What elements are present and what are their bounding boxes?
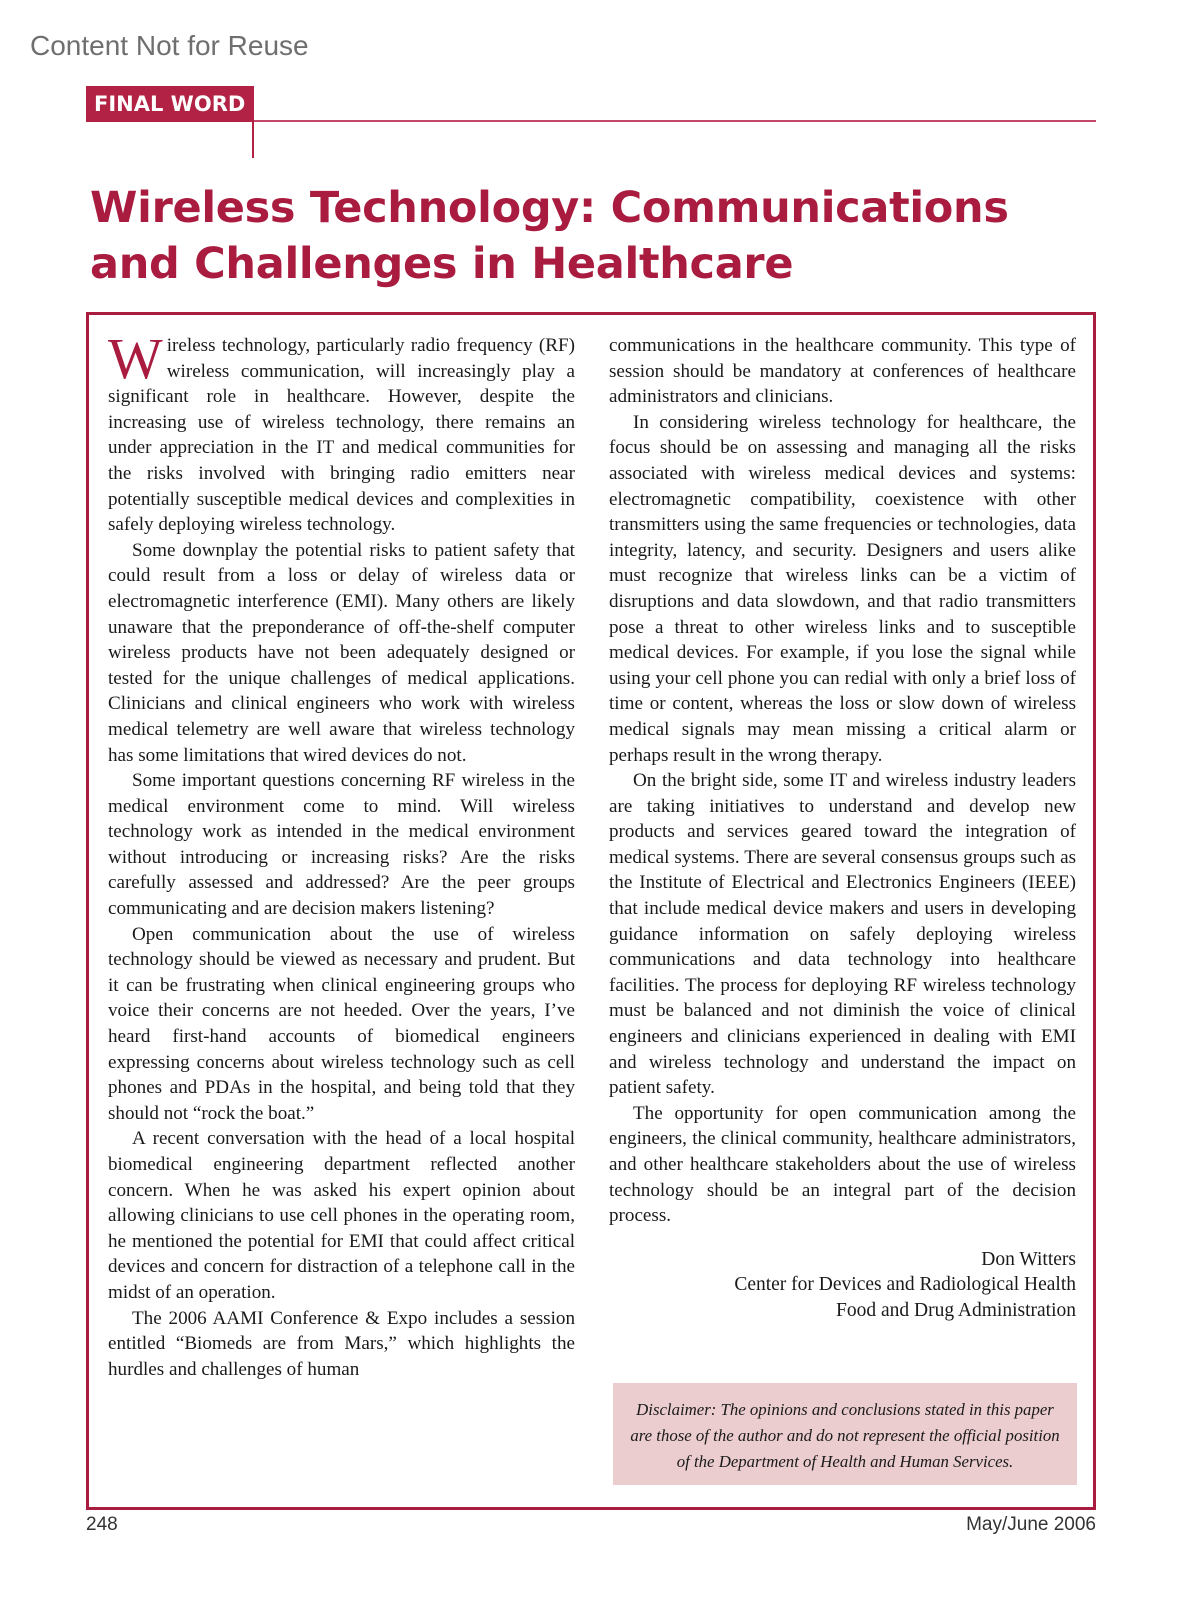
article-box [86,312,1096,1510]
paragraph-5: A recent conversation with the head of a local hospital biomedical engineering department reflected another concern. When he was asked his expert opinion about allowing clinicians to use cell phones in the operating room, he mentioned the potential for EMI that could affect critical devices and concern for distraction of a telephone call in the midst of an operation. [108,1128,575,1303]
drop-cap: W [108,326,163,391]
section-tag: FINAL WORD [86,86,254,122]
paragraph-9: On the bright side, some IT and wireless industry leaders are taking initiatives to understand and develop new products and services geared toward the integration of medical systems. There are several consensus groups such as the Institute of Electrical and Electronics Engineers (IEEE) that include medical device makers and users in developing guidance information on safely deploying wireless communications and data technology into healthcare facilities. The process for deploying RF wireless technology must be balanced and not diminish the voice of clinical engineers and clinicians experienced in dealing with EMI and wireless technology and understand the impact on patient safety. [609,770,1076,1099]
paragraph-4: Open communication about the use of wireless technology should be viewed as necessary and prudent. But it can be frustrating when clinical engineering groups who voice their concerns are not heeded. Over the years, I’ve heard first-hand accounts of biomedical engineers expressing concerns about wireless technology such as cell phones and PDAs in the hospital, and being told that they should not “rock the boat.” [108,923,575,1124]
disclaimer-box [613,1383,1077,1485]
article-column-right [609,333,1076,1324]
paragraph-1: Wireless technology, particularly radio frequency (RF) wireless communication, will increasingly play a significant role in healthcare. However, despite the increasing use of wireless technology, there remains an under appreciation in the IT and medical communities for the risks involved with bringing radio emitters near potentially susceptible medical devices and complexities in safely deploying wireless technology. [108,326,575,536]
disclaimer-text: Disclaimer: The opinions and conclusions stated in this paper are those of the author and do not represent the official position of the Department of Health and Human Services. [630,1400,1060,1471]
article-column-left [108,326,575,1382]
headline-line-1: Wireless Technology: Communications [90,183,1009,233]
paragraph-8: In considering wireless technology for healthcare, the focus should be on assessing and managing all the risks associated with wireless medical devices and systems: electromagnetic compatibility, coexistence with other transmitters using the same frequencies or technologies, data integrity, latency, and security. Designers and users alike must recognize that wireless links can be a victim of disruptions and data slowdown, and that radio transmitters pose a threat to other wireless links and to susceptible medical devices. For example, if you lose the signal while using your cell phone you can redial with only a brief loss of time or content, whereas the loss or slow down of wireless medical signals may mean missing a critical alarm or perhaps result in the wrong therapy. [609,411,1076,766]
author-name: Don Witters [981,1248,1076,1270]
article-headline [90,180,1090,292]
author-agency: Food and Drug Administration [836,1299,1076,1321]
paragraph-6: The 2006 AAMI Conference & Expo includes a session entitled “Biomeds are from Mars,” which highlights the hurdles and challenges of human [108,1307,575,1380]
paragraph-10: The opportunity for open communication among the engineers, the clinical community, healthcare administrators, and other healthcare stakeholders about the use of wireless technology should be an integral part of the decision process. [609,1102,1076,1227]
issue-date: May/June 2006 [966,1514,1096,1535]
page-number: 248 [86,1514,118,1535]
author-signature [609,1247,1076,1324]
paragraph-2: Some downplay the potential risks to patient safety that could result from a loss or delay of wireless data or electromagnetic interference (EMI). Many others are likely unaware that the preponderance of off-the-shelf computer wireless products have not been adequately designed or tested for the unique challenges of medical applications. Clinicians and clinical engineers who work with wireless medical telemetry are well aware that wireless technology has some limitations that wired devices do not. [108,539,575,766]
paragraph-7: communications in the healthcare community. This type of session should be mandatory at conferences of healthcare administrators and clinicians. [609,335,1076,408]
paragraph-3: Some important questions concerning RF wireless in the medical environment come to mind. Will wireless technology work as intended in the medical environment without introducing or increasing risks? Are the risks carefully assessed and addressed? Are the peer groups communicating and are decision makers listening? [108,770,575,920]
header-tick [252,120,254,158]
watermark-text: Content Not for Reuse [30,30,309,61]
headline-line-2: and Challenges in Healthcare [90,239,794,289]
author-affiliation: Center for Devices and Radiological Health [734,1274,1076,1296]
header-rule [254,120,1096,122]
